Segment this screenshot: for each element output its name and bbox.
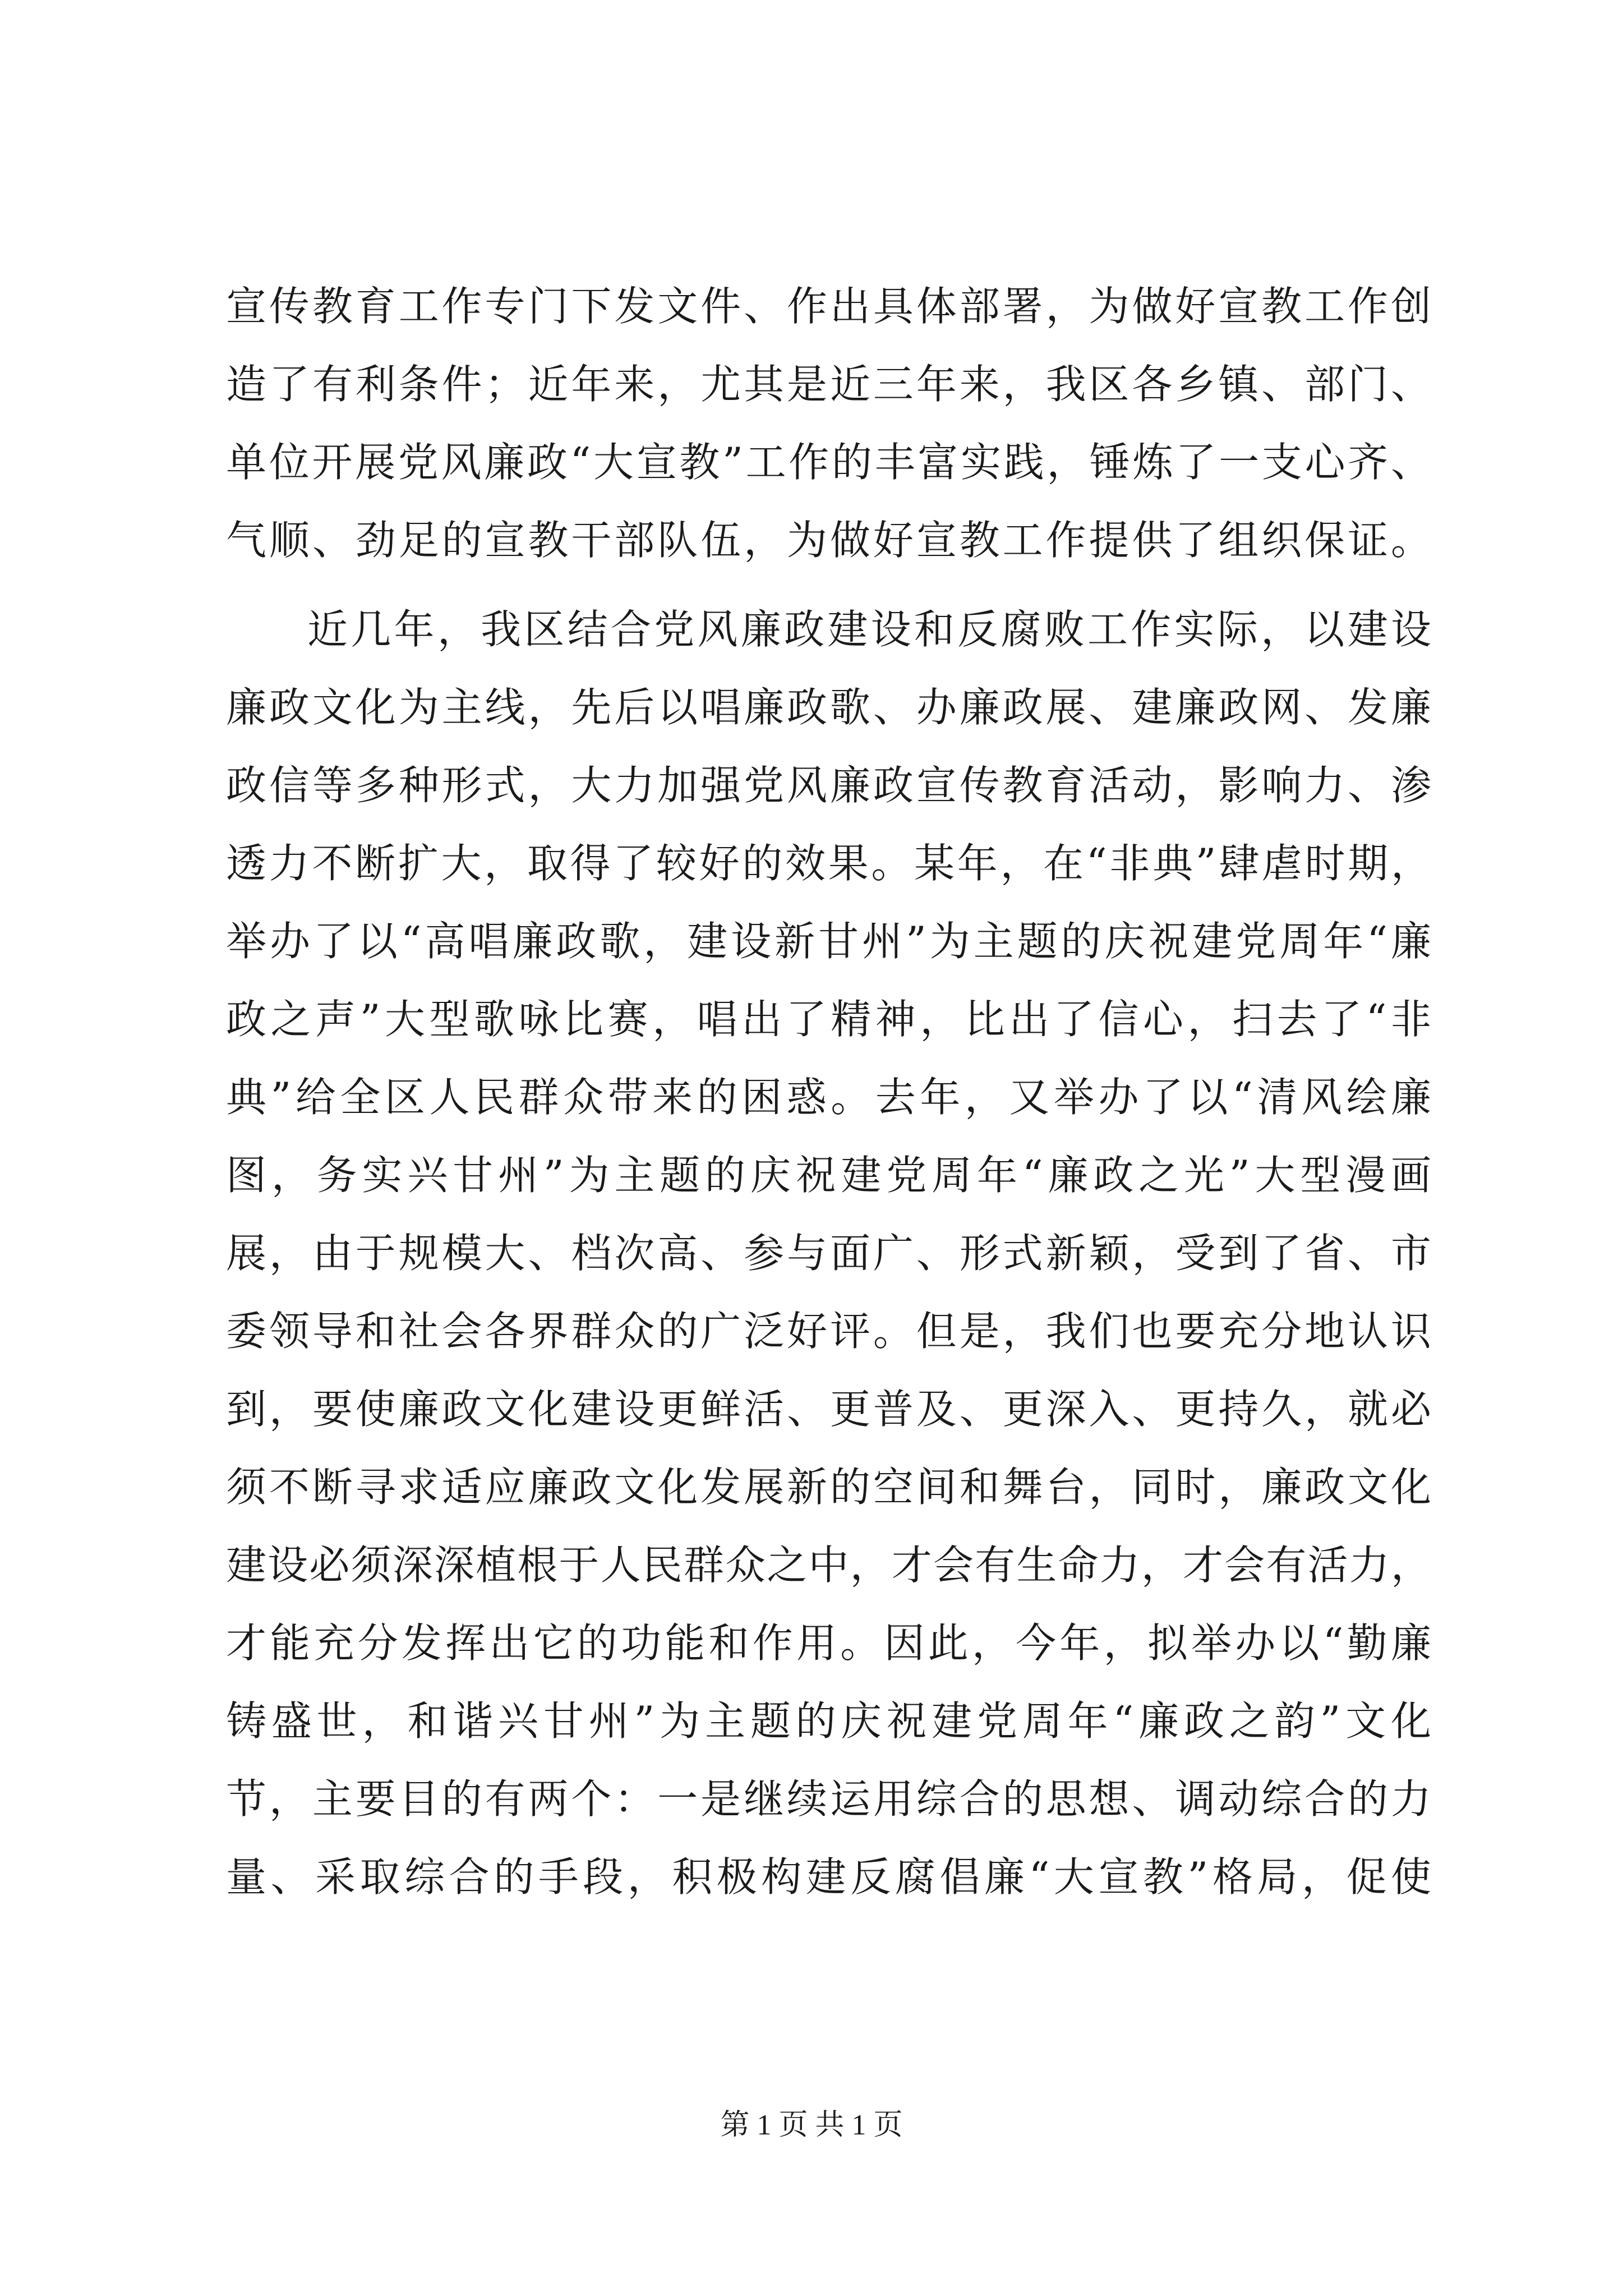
text-line: 单位开展党风廉政“大宣教”工作的丰富实践，锤炼了一支心齐、	[226, 439, 1432, 486]
text-line: 举办了以“高唱廉政歌，建设新甘州”为主题的庆祝建党周年“廉	[226, 918, 1432, 965]
text-line: 政之声”大型歌咏比赛，唱出了精神，比出了信心，扫去了“非	[226, 996, 1432, 1043]
text-line: 到，要使廉政文化建设更鲜活、更普及、更深入、更持久，就必	[226, 1386, 1432, 1433]
page-number-label: 第 1 页 共 1 页	[720, 2109, 903, 2141]
text-line: 铸盛世，和谐兴甘州”为主题的庆祝建党周年“廉政之韵”文化	[226, 1697, 1432, 1745]
text-line: 典”给全区人民群众带来的困惑。去年，又举办了以“清风绘廉	[226, 1074, 1432, 1121]
text-line: 节，主要目的有两个：一是继续运用综合的思想、调动综合的力	[226, 1775, 1432, 1823]
page-footer	[0, 2101, 1623, 2143]
paragraph-gap	[226, 579, 1432, 591]
text-line: 政信等多种形式，大力加强党风廉政宣传教育活动，影响力、渗	[226, 762, 1432, 809]
document-body	[226, 268, 1432, 1916]
text-line: 量、采取综合的手段，积极构建反腐倡廉“大宣教”格局，促使	[226, 1853, 1432, 1901]
text-line-indented: 近几年，我区结合党风廉政建设和反腐败工作实际，以建设	[307, 606, 1432, 653]
text-line: 才能充分发挥出它的功能和作用。因此，今年，拟举办以“勤廉	[226, 1619, 1432, 1667]
text-line: 展，由于规模大、档次高、参与面广、形式新颖，受到了省、市	[226, 1230, 1432, 1277]
text-line: 气顺、劲足的宣教干部队伍，为做好宣教工作提供了组织保证。	[226, 517, 1432, 564]
paragraph-2	[226, 591, 1432, 1916]
text-line: 委领导和社会各界群众的广泛好评。但是，我们也要充分地认识	[226, 1308, 1432, 1355]
paragraph-1	[226, 268, 1432, 579]
text-line: 须不断寻求适应廉政文化发展新的空间和舞台，同时，廉政文化	[226, 1464, 1432, 1511]
text-line: 造了有利条件；近年来，尤其是近三年来，我区各乡镇、部门、	[226, 361, 1432, 408]
text-line: 图，务实兴甘州”为主题的庆祝建党周年“廉政之光”大型漫画	[226, 1152, 1432, 1199]
text-line: 透力不断扩大，取得了较好的效果。某年，在“非典”肆虐时期，	[226, 840, 1432, 887]
text-line: 建设必须深深植根于人民群众之中，才会有生命力，才会有活力，	[226, 1542, 1432, 1589]
text-line: 宣传教育工作专门下发文件、作出具体部署，为做好宣教工作创	[226, 283, 1432, 330]
text-line: 廉政文化为主线，先后以唱廉政歌、办廉政展、建廉政网、发廉	[226, 684, 1432, 731]
